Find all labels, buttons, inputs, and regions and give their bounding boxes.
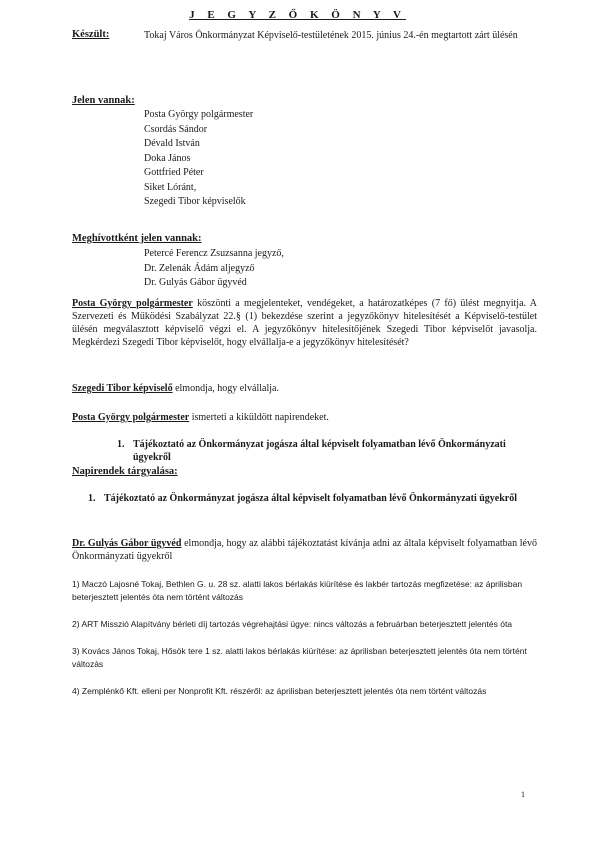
speaker-name: Dr. Gulyás Gábor ügyvéd — [72, 538, 182, 549]
attendees-list — [144, 108, 253, 210]
attendee: Gottfried Péter — [144, 167, 204, 178]
invited-person: Dr. Zelenák Ádám aljegyző — [144, 262, 255, 274]
attendee: Dévald István — [144, 138, 200, 149]
list-item: 2) ART Misszió Alapítvány bérleti díj tartozás végrehajtási ügye: nincs változás a februárban beterjesztett jelentés óta — [72, 619, 513, 629]
invited-person: Petercé Ferencz Zsuzsanna jegyző, — [144, 248, 284, 259]
attendee: Siket Lóránt, — [144, 181, 197, 193]
invited-person: Dr. Gulyás Gábor ügyvéd — [144, 277, 247, 288]
meghivott-label: Meghívottként jelen vannak: — [72, 233, 202, 244]
invited-list — [144, 247, 284, 291]
agenda-discussion-item: 1. Tájékoztató az Önkormányzat jogásza által képviselt folyamatban lévő Önkormányzati ügyekről — [88, 493, 518, 504]
list-item: 1) Maczó Lajosné Tokaj, Bethlen G. u. 28 sz. alatti lakos bérlakás kiürítése és lakbér tartozás megfizetése: az áprilisban beterjesztett jelentés óta nem történt változás — [72, 579, 523, 602]
document-title: J E G Y Z Ő K Ö N Y V — [189, 9, 406, 21]
speaker-name: Posta György polgármester — [72, 298, 193, 309]
attendee: Szegedi Tibor képviselők — [144, 196, 246, 207]
case-list — [72, 578, 534, 698]
attendee: Doka János — [144, 152, 191, 164]
speaker-name: Posta György polgármester — [72, 412, 190, 423]
page-number: 1 — [521, 790, 525, 799]
napirend-label: Napirendek tárgyalása: — [72, 466, 178, 477]
list-item: 3) Kovács János Tokaj, Hősök tere 1 sz. alatti lakos bérlakás kiürítése: az áprilisban beterjesztett jelentés óta nem történt változás — [72, 646, 527, 669]
opening-paragraph: Posta György polgármester köszönti a megjelenteket, vendégeket, a határozatképes (7 fő) ülést megnyitja. A Szervezeti és Működési Szabályzat 22.§ (1) bekezdése szerint a jegyzőkönyv hitelesítését a Képviselő-testület ülésén megválasztott képviselő végzi el. A jegyzőkönyv hitelesítőjének Szegedi Tibor képviselőt javasolja. Megkérdezi Szegedi Tibor képviselőt, hogy elvállalja-e a jegyzőkönyv hitelesítését? — [72, 298, 537, 348]
keszult-text: Tokaj Város Önkormányzat Képviselő-testületének 2015. június 24.-én megtartott zárt ülésén — [144, 30, 518, 41]
lawyer-paragraph: Dr. Gulyás Gábor ügyvéd elmondja, hogy az alábbi tájékoztatást kívánja adni az általa képviselt folyamatban lévő Önkormányzati ügyekről — [72, 538, 537, 562]
list-item: 4) Zemplénkő Kft. elleni per Nonprofit Kft. részéről: az áprilisban beterjesztett jelentés óta nem történt változás — [72, 686, 487, 696]
speaker-name: Szegedi Tibor képviselő — [72, 383, 173, 394]
attendee: Csordás Sándor — [144, 123, 208, 135]
agenda-intro-paragraph: Posta György polgármester ismerteti a kiküldött napirendeket. — [72, 412, 329, 423]
acceptance-paragraph: Szegedi Tibor képviselő elmondja, hogy elvállalja. — [72, 383, 279, 394]
keszult-label: Készült: — [72, 29, 110, 40]
agenda-item: 1. Tájékoztató az Önkormányzat jogásza által képviselt folyamatban lévő Önkormányzati ügyekről — [117, 439, 506, 463]
jelen-label: Jelen vannak: — [72, 95, 135, 106]
attendee: Posta György polgármester — [144, 109, 254, 120]
